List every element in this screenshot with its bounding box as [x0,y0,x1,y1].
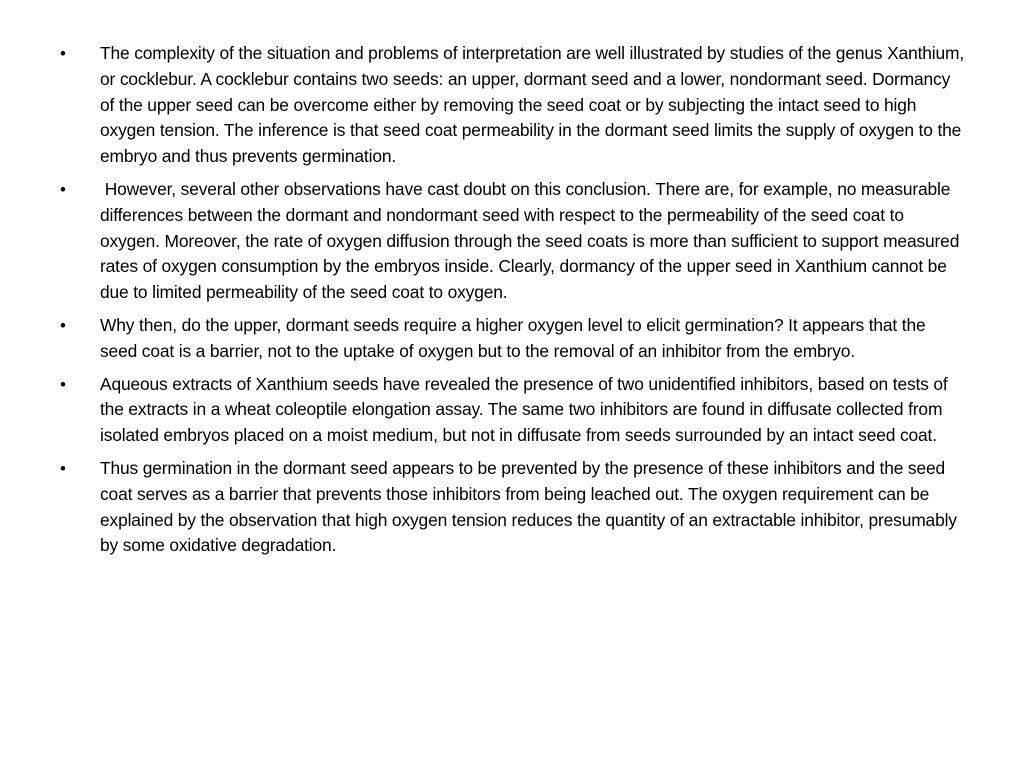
bullet-icon: • [60,179,66,199]
bullet-item [60,177,965,306]
bullet-icon: • [60,458,66,478]
bullet-item [60,456,965,559]
bullet-icon: • [60,315,66,335]
bullet-text: Why then, do the upper, dormant seeds require a higher oxygen level to elicit germination? It appears that the seed coat is a barrier, not to the uptake of oxygen but to the removal of an inhibitor from the embryo. [100,314,931,361]
bullet-icon: • [60,374,66,394]
bullet-text: Thus germination in the dormant seed appears to be prevented by the presence of these inhibitors and the seed coat serves as a barrier that prevents those inhibitors from being leached out. The oxygen requirement can be explained by the observation that high oxygen tension reduces the quantity of an extractable inhibitor, presumably by some oxidative degradation. [100,457,962,556]
bullet-item [60,41,969,170]
bullet-icon: • [60,44,66,63]
bullet-item [60,313,965,365]
bullet-list [60,41,969,566]
bullet-item [60,372,965,449]
bullet-text: The complexity of the situation and problems of interpretation are well illustrated by studies of the genus Xanthium, or cocklebur. A cocklebur contains two seeds: an upper, dormant seed and a lower, nondormant seed. Dormancy of the upper seed can be overcome either by removing the seed coat or by subjecting the intact seed to high oxygen tension. The inference is that seed coat permeability in the dormant seed limits the supply of oxygen to the embryo and thus prevents germination. [100,43,969,167]
bullet-text: Aqueous extracts of Xanthium seeds have revealed the presence of two unidentified inhibitors, based on tests of the extracts in a wheat coleoptile elongation assay. The same two inhibitors are found in diffusate collected from isolated embryos placed on a moist medium, but not in diffusate from seeds surrounded by an intact seed coat. [100,373,953,446]
bullet-text: However, several other observations have cast doubt on this conclusion. There are, for example, no measurable differences between the dormant and nondormant seed with respect to the permeability of the seed coat to oxygen. Moreover, the rate of oxygen diffusion through the seed coats is more than sufficient to support measured rates of oxygen consumption by the embryos inside. Clearly, dormancy of the upper seed in Xanthium cannot be due to limited permeability of the seed coat to oxygen. [100,178,964,303]
